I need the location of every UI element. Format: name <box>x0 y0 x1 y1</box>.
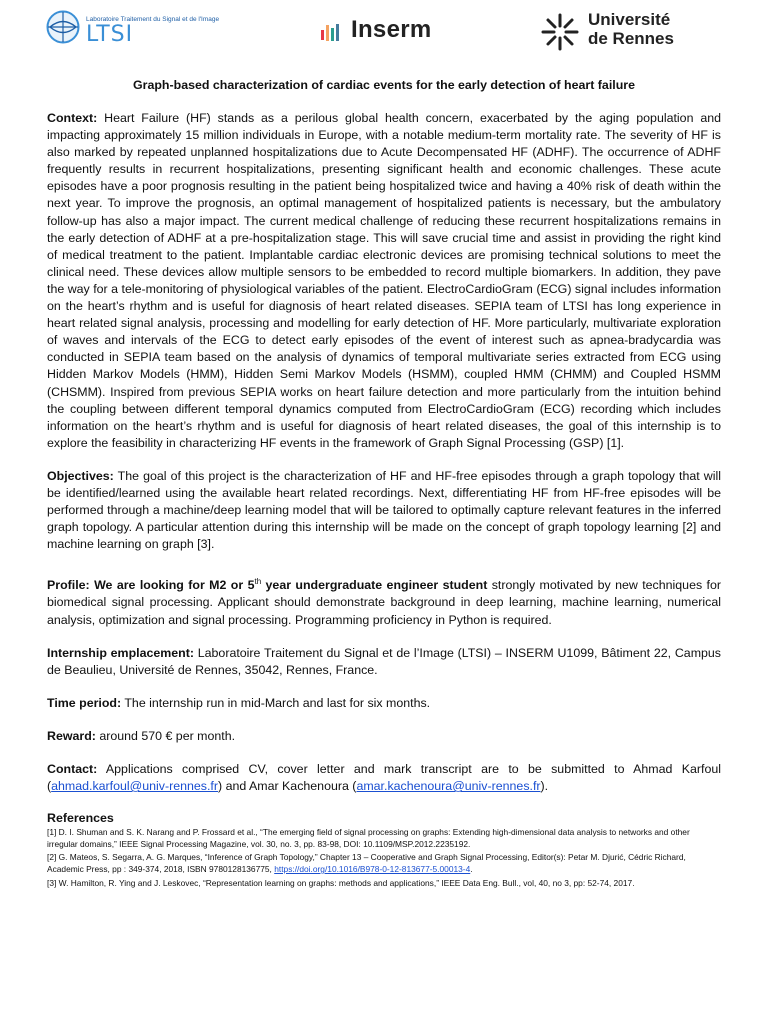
objectives-label: Objectives: <box>47 468 114 483</box>
emplacement-label: Internship emplacement: <box>47 645 194 660</box>
universite-rennes-logo <box>540 10 720 54</box>
reference-3: [3] W. Hamilton, R. Ying and J. Leskovec, “Representation learning on graphs: methods and applications,” IEEE Data Eng. Bull., vol, 40, no 3, pp: 52-74, 2017. <box>47 877 635 888</box>
inserm-logo <box>321 16 461 52</box>
ltsi-lab-name: Laboratoire Traitement du Signal et de l'Image <box>86 16 220 23</box>
ltsi-globe-icon <box>46 10 80 44</box>
period-label: Time period: <box>47 695 122 710</box>
profile-paragraph <box>47 577 721 628</box>
reward-paragraph <box>47 728 721 745</box>
rennes-line1: Université <box>588 10 671 29</box>
email-link-kachenoura[interactable]: amar.kachenoura@univ-rennes.fr <box>356 779 541 794</box>
emplacement-paragraph <box>47 645 721 679</box>
contact-paragraph <box>47 761 721 795</box>
ltsi-logo <box>46 10 276 54</box>
contact-text-2: ) and Amar Kachenoura ( <box>218 779 357 794</box>
period-text: The internship run in mid-March and last for six months. <box>121 695 431 710</box>
email-link-karfoul[interactable]: ahmad.karfoul@univ-rennes.fr <box>51 779 218 794</box>
rennes-star-icon <box>540 12 580 52</box>
profile-sup: th <box>254 577 262 587</box>
references-list <box>47 827 721 889</box>
document-title: Graph-based characterization of cardiac events for the early detection of heart failure <box>133 78 635 92</box>
inserm-bars-icon <box>321 22 343 44</box>
contact-text-1: Applications comprised CV, cover letter and mark transcript are to be submitted to Ahmad Karfoul ( <box>47 762 721 794</box>
reference-2-doi-link[interactable]: https://doi.org/10.1016/B978-0-12-813677-5.00013-4 <box>274 863 471 874</box>
reward-label: Reward: <box>47 728 96 743</box>
rennes-wordmark <box>588 10 674 48</box>
inserm-wordmark: Inserm <box>351 16 432 43</box>
period-paragraph <box>47 695 721 712</box>
profile-label: Profile: We are looking for M2 or 5 <box>47 578 255 593</box>
objectives-paragraph <box>47 468 721 553</box>
reference-2-end: . <box>470 863 473 874</box>
document-body <box>47 78 721 891</box>
reward-text: around 570 € per month. <box>95 728 236 743</box>
profile-label-rest: year undergraduate engineer student <box>261 578 488 593</box>
references-heading: References <box>47 811 114 826</box>
reference-2-text: [2] G. Mateos, S. Segarra, A. G. Marques, “Inference of Graph Topology,” Chapter 13 – Cooperative and Graph Signal Processing, Editor(s): Petar M. Djurić, Cédric Richard, Academic Press, pp : 349-374, 2018, ISBN 9780128136775, <box>47 852 686 874</box>
reference-1: [1] D. I. Shuman and S. K. Narang and P. Frossard et al., “The emerging field of signal processing on graphs: Extending high-dimensional data analysis to networks and other irregular domains,” IEEE Signal Processing Magazine, vol. 30, no. 3, pp. 83-98, DOI: 10.1109/MSP.2012.2235192. <box>47 827 690 849</box>
contact-label: Contact: <box>47 762 98 776</box>
emplacement-text: Laboratoire Traitement du Signal et de l’Image (LTSI) – INSERM U1099, Bâtiment 22, Campus de Beaulieu, Université de Rennes, 35042, Rennes, France. <box>47 645 721 677</box>
header <box>46 8 720 52</box>
contact-text-3: ). <box>540 779 549 794</box>
objectives-text: The goal of this project is the characterization of HF and HF-free episodes through a graph topology that will be identified/learned using the available heart related recordings. Next, differentiating HF from HF-free episodes will be performed through a machine/deep learning model that will be tailored to optimally capture relevant features in the inferred graph topology. A particular attention during this internship will be made on the concept of graph topology learning [2] and machine learning on graph [3]. <box>47 468 721 552</box>
reference-2 <box>47 852 721 875</box>
context-label: Context: <box>47 111 98 125</box>
context-text: Heart Failure (HF) stands as a perilous global health concern, exacerbated by the aging population and impacting approximately 15 million individuals in Europe, with a notable medium-term mortality rate. The severity of HF is also marked by repeated unplanned hospitalizations due to Acute Decompensated HF (ADHF). The occurrence of ADHF frequently results in recurrent hospitalizations, presenting significant health and economic challenges. These acute episodes have a poor prognosis resulting in the patient being hospitalized twice and having a 40% risk of death within the next year. To improve the prognosis, an optimal management of hospitalized patients is necessary, but the ambulatory follow-up has also a major impact. The current medical challenge of reducing these recurrent hospitalizations remains in the early detection of ADHF at a pre-hospitalization stage. This will save crucial time and assist in providing the right kind of medical treatment to the patient. Implantable cardiac electronic devices are promising technical solutions to meet the clinical need. These devices allow multiple sensors to be embedded to record multiple biomarkers. In addition, they pave the way for a tele-monitoring of physiological variables of the patient. ElectroCardioGram (ECG) signal includes information on the heart’s rhythm and is useful for diagnosis of heart related diseases. SEPIA team of LTSI has long experience in heart related signal analysis, processing and modelling for early detection of HF. More particularly, multivariate exploration of waves and intervals of the ECG to detect early episodes of the event of interest such as apnea-bradycardia was conducted in SEPIA team based on the analysis of dynamics of temporal multivariate series extracted from ECG using Hidden Markov Models (HMM), Hidden Semi Markov Models (HSMM), coupled HMM (CHMM) and Coupled HSMM (CHSMM). Inspired from previous SEPIA works on heart failure detection and more particularly from the intuition behind the coupling between different temporal dynamics computed from ElectroCardioGram (ECG) recording which includes information on the heart’s rhythm and is useful for diagnosis of heart related diseases, the goal of this internship is to explore the feasibility in characterizing HF events in the framework of Graph Signal Processing (GSP) [1]. <box>47 111 721 450</box>
rennes-line2: de Rennes <box>588 29 674 48</box>
profile-text: strongly motivated by new techniques for biomedical signal processing. Applicant should demonstrate background in deep learning, machine learning, numerical analysis, optimization and signal processing. Programming proficiency in Python is required. <box>47 578 722 627</box>
context-paragraph <box>47 110 721 452</box>
ltsi-wordmark: LTSI <box>86 22 134 47</box>
